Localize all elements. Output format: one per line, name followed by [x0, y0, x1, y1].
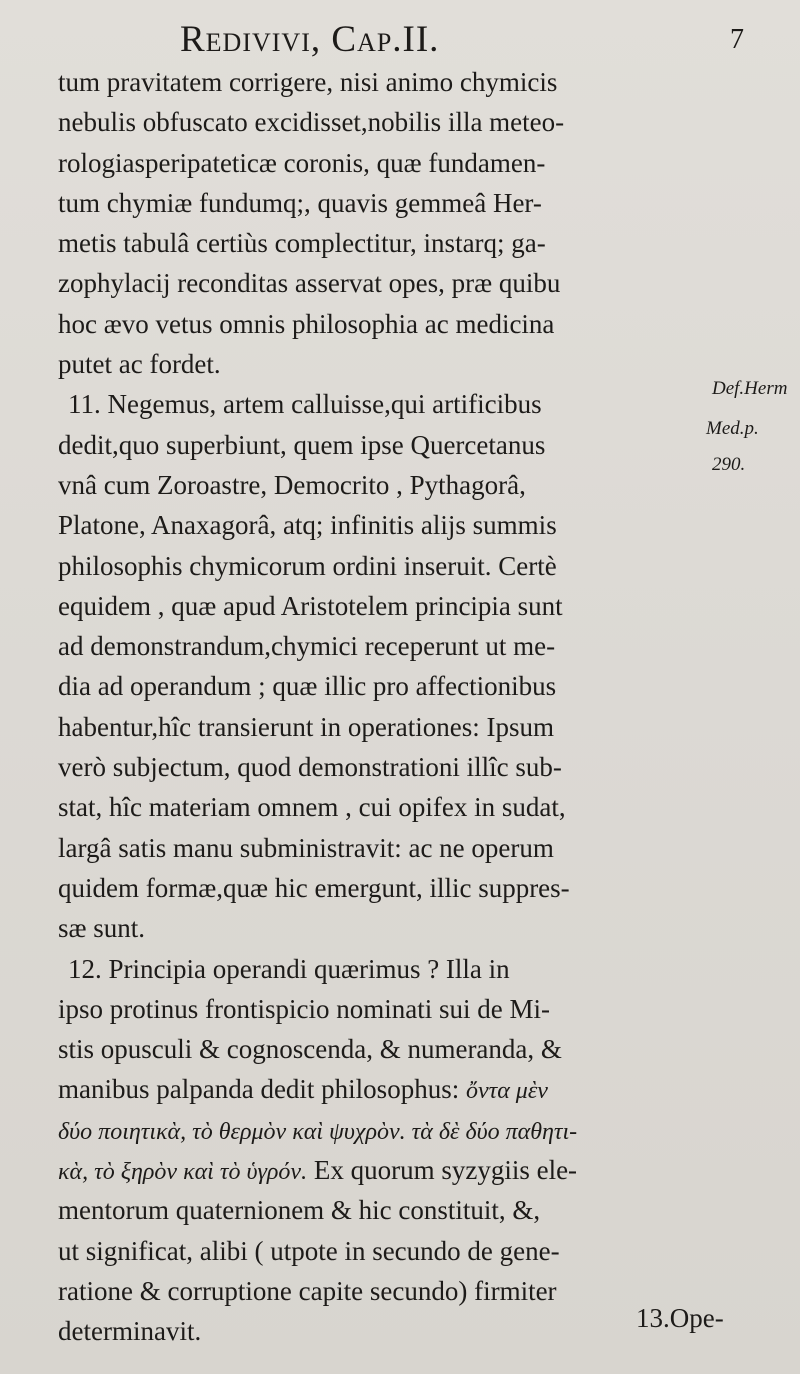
text-line-latin: manibus palpanda dedit philosophus:	[58, 1074, 460, 1105]
text-line: ut significat, alibi ( utpote in secundo de gene-	[58, 1235, 560, 1266]
catchword: 13.Ope-	[636, 1303, 724, 1333]
text-line: tum pravitatem corrigere, nisi animo chymicis	[58, 67, 558, 97]
greek-text: δύο ποιητικὰ, τὸ θερμὸν καὶ ψυχρὸν. τὰ δὲ δύο παθητι-	[58, 1118, 578, 1145]
text-line: ratione & corruptione capite secundo) firmiter	[58, 1275, 557, 1306]
text-line	[58, 1110, 748, 1150]
text-line: equidem , quæ apud Aristotelem principia sunt	[58, 590, 563, 621]
text-line: zophylacij reconditas asservat opes, præ quibu	[58, 268, 561, 299]
margin-note: Med.p.	[706, 418, 759, 439]
text-line: sæ sunt.	[58, 913, 146, 944]
text-line: hoc ævo vetus omnis philosophia ac medicina	[58, 308, 555, 339]
text-line: habentur,hîc transierunt in operationes: Ipsum	[58, 711, 555, 742]
running-title: Redivivi, Cap.II.	[180, 19, 440, 60]
text-line: verò subjectum, quod demonstrationi illîc sub-	[58, 752, 562, 783]
page-number: 7	[730, 24, 744, 55]
text-line: rologiasperipateticæ coronis, quæ fundamen-	[58, 147, 546, 178]
text-line: nebulis obfuscato excidisset,nobilis illa meteo-	[58, 107, 565, 138]
text-line: putet ac fordet.	[58, 349, 221, 380]
text-line: tum chymiæ fundumq;, quavis gemmeâ Her-	[58, 187, 542, 218]
text-line: determinavit.	[58, 1316, 202, 1347]
text-line: metis tabulâ certiùs complectitur, instarq; ga-	[58, 228, 546, 259]
margin-note: Def.Herm	[712, 378, 788, 399]
text-line: stis opusculi & cognoscenda, & numeranda, &	[58, 1034, 562, 1065]
text-line: ad demonstrandum,chymici receperunt ut me-	[58, 631, 556, 662]
text-line: dia ad operandum ; quæ illic pro affectionibus	[58, 671, 557, 702]
text-line: philosophis chymicorum ordini inseruit. Certè	[58, 550, 557, 581]
text-line-latin: Ex quorum syzygiis ele-	[313, 1155, 578, 1186]
text-line	[58, 1150, 748, 1190]
greek-text: ὄντα μὲν	[465, 1078, 548, 1105]
text-line: 11. Negemus, artem calluisse,qui artificibus	[68, 389, 542, 420]
text-line: quidem formæ,quæ hic emergunt, illic suppres-	[58, 872, 570, 903]
text-line	[58, 1069, 748, 1109]
text-line: dedit,quo superbiunt, quem ipse Quercetanus	[58, 429, 546, 460]
text-line: largâ satis manu subministravit: ac ne operum	[58, 832, 554, 863]
text-line: vnâ cum Zoroastre, Democrito , Pythagorâ,	[58, 469, 526, 500]
text-line: 12. Principia operandi quærimus ? Illa in	[68, 953, 510, 984]
text-line: ipso protinus frontispicio nominati sui de Mi-	[58, 993, 550, 1024]
text-line: Platone, Anaxagorâ, atq; infinitis alijs summis	[58, 510, 557, 541]
text-line: stat, hîc materiam omnem , cui opifex in sudat,	[58, 792, 566, 823]
margin-note: 290.	[712, 454, 746, 475]
text-line: mentorum quaternionem & hic constituit, &,	[58, 1195, 541, 1226]
greek-text: κὰ, τὸ ξηρὸν καὶ τὸ ὑγρόν.	[58, 1159, 308, 1186]
body-text	[58, 62, 748, 1352]
